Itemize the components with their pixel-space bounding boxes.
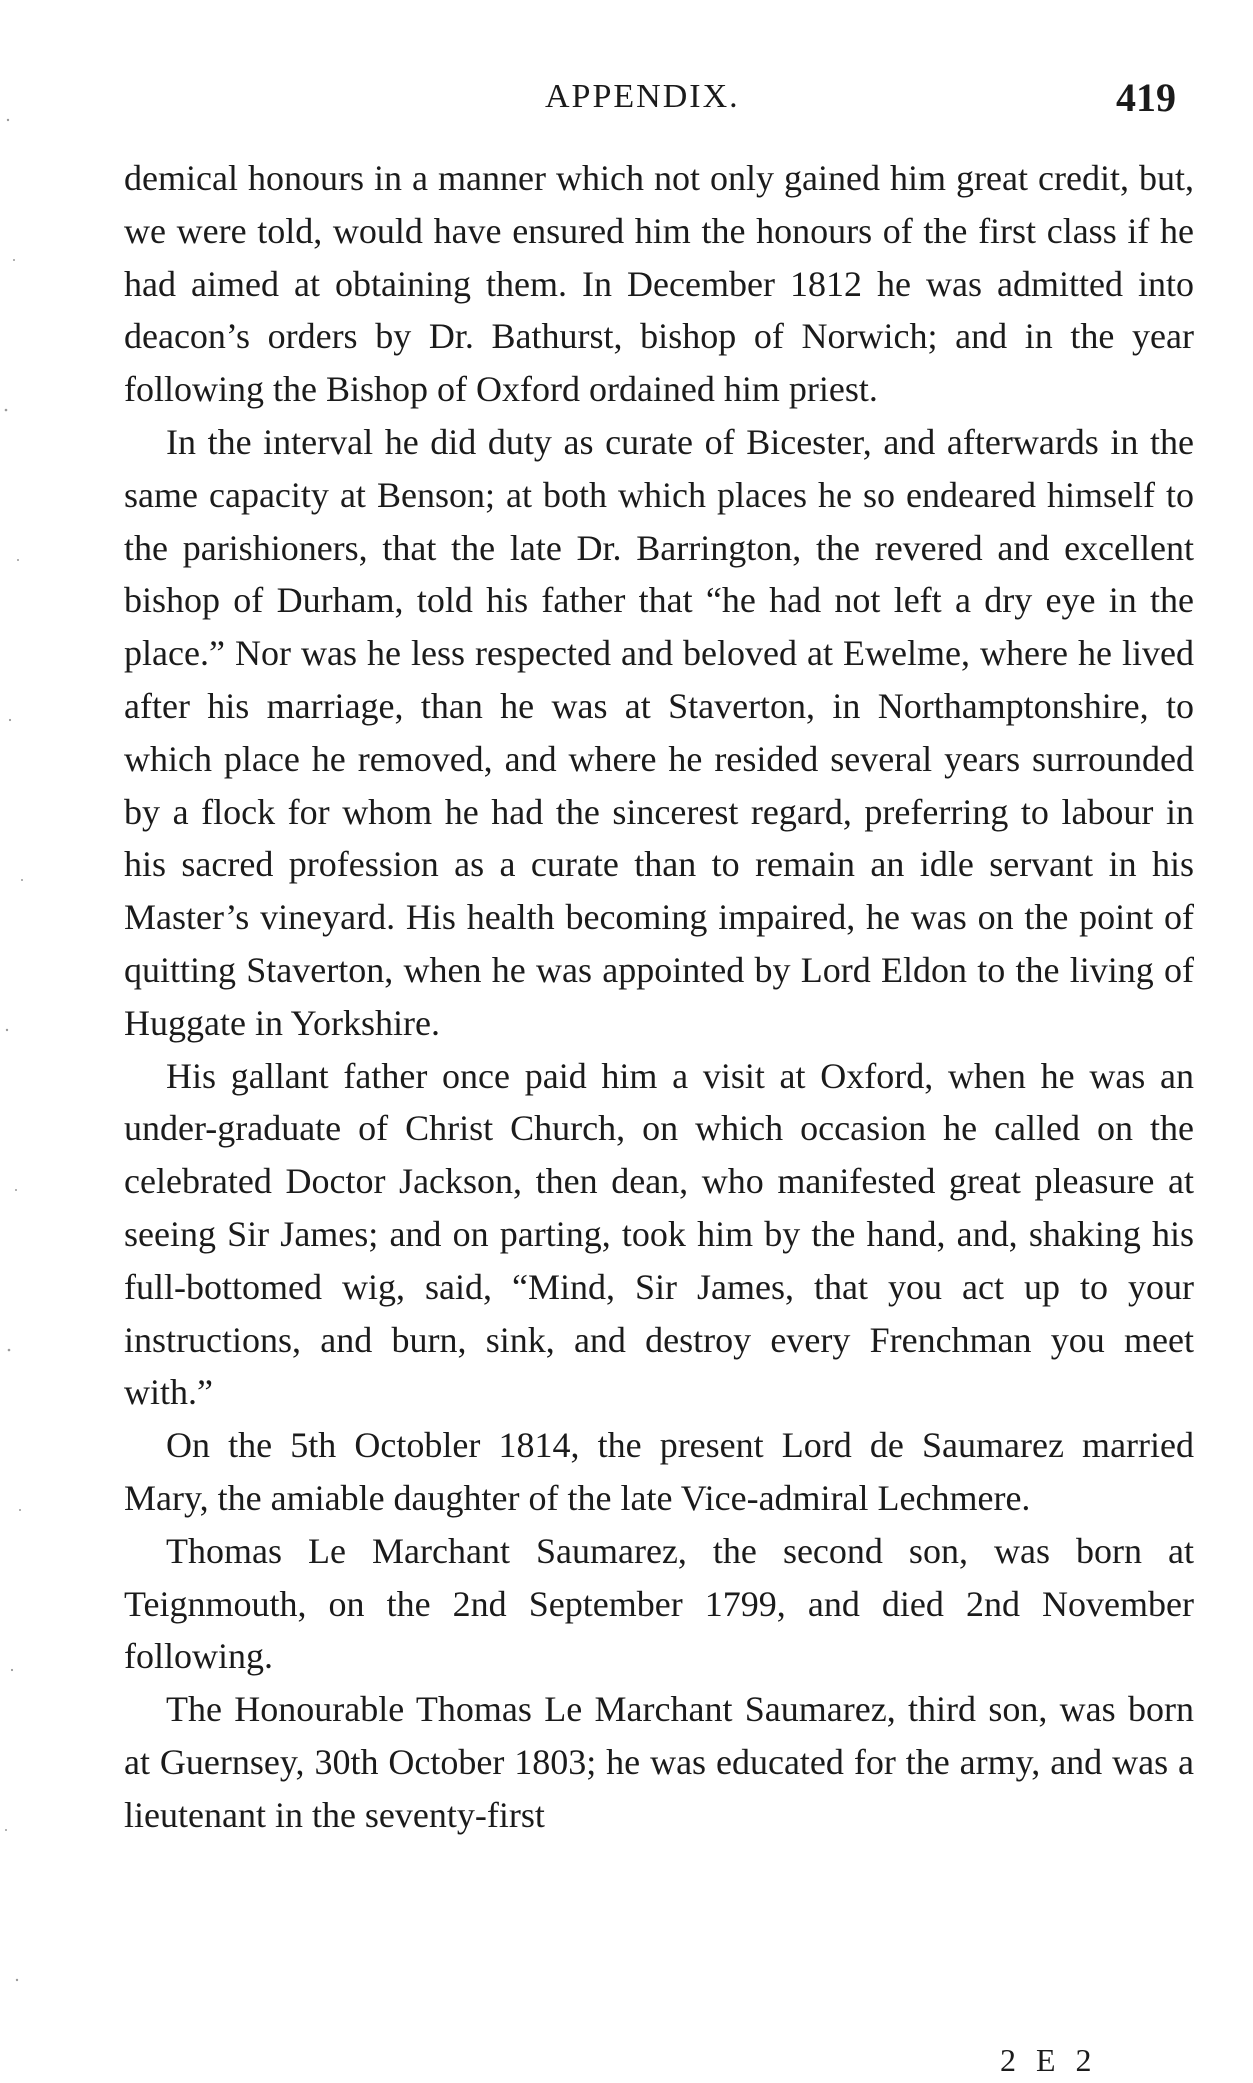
signature-mark: 2 E 2 [1000, 2042, 1098, 2078]
body-text [124, 152, 1194, 1842]
paragraph: On the 5th Octobler 1814, the present Lord de Saumarez married Mary, the amiable daughter of the late Vice-admiral Lechmere. [124, 1425, 1194, 1518]
page-number: 419 [1116, 75, 1176, 120]
running-title: APPENDIX. [545, 78, 740, 115]
paragraph: His gallant father once paid him a visit at Oxford, when he was an under-graduate of Christ Church, on which occasion he called on the celebrated Doctor Jackson, then dean, who manifested great pleasure at seeing Sir James; and on parting, took him by the hand, and, shaking his full-bottomed wig, said, “Mind, Sir James, that you act up to your instructions, and burn, sink, and destroy every Frenchman you meet with.” [124, 1055, 1194, 1413]
paragraph: demical honours in a manner which not only gained him great credit, but, we were told, would have ensured him the honours of the first class if he had aimed at obtaining them. In December 1812 he was admitted into deacon’s orders by Dr. Bathurst, bishop of Norwich; and in the year following the Bishop of Oxford ordained him priest. [124, 158, 1194, 410]
running-head [0, 75, 1253, 128]
paragraph: Thomas Le Marchant Saumarez, the second son, was born at Teignmouth, on the 2nd September 1799, and died 2nd November following. [124, 1530, 1194, 1677]
gutter-specks [0, 0, 60, 2083]
paragraph: In the interval he did duty as curate of Bicester, and afterwards in the same capacity at Benson; at both which places he so endeared himself to the parishioners, that the late Dr. Barrington, the revered and excellent bishop of Durham, told his father that “he had not left a dry eye in the place.” Nor was he less respected and beloved at Ewelme, where he lived after his marriage, than he was at Staverton, in Northamptonshire, to which place he removed, and where he resided several years surrounded by a flock for whom he had the sincerest regard, preferring to labour in his sacred profession as a curate than to remain an idle servant in his Master’s vineyard. His health becoming impaired, he was on the point of quitting Staverton, when he was appointed by Lord Eldon to the living of Huggate in Yorkshire. [124, 421, 1194, 1043]
paragraph: The Honourable Thomas Le Marchant Saumarez, third son, was born at Guernsey, 30th October 1803; he was educated for the army, and was a lieutenant in the seventy-first [124, 1689, 1194, 1835]
